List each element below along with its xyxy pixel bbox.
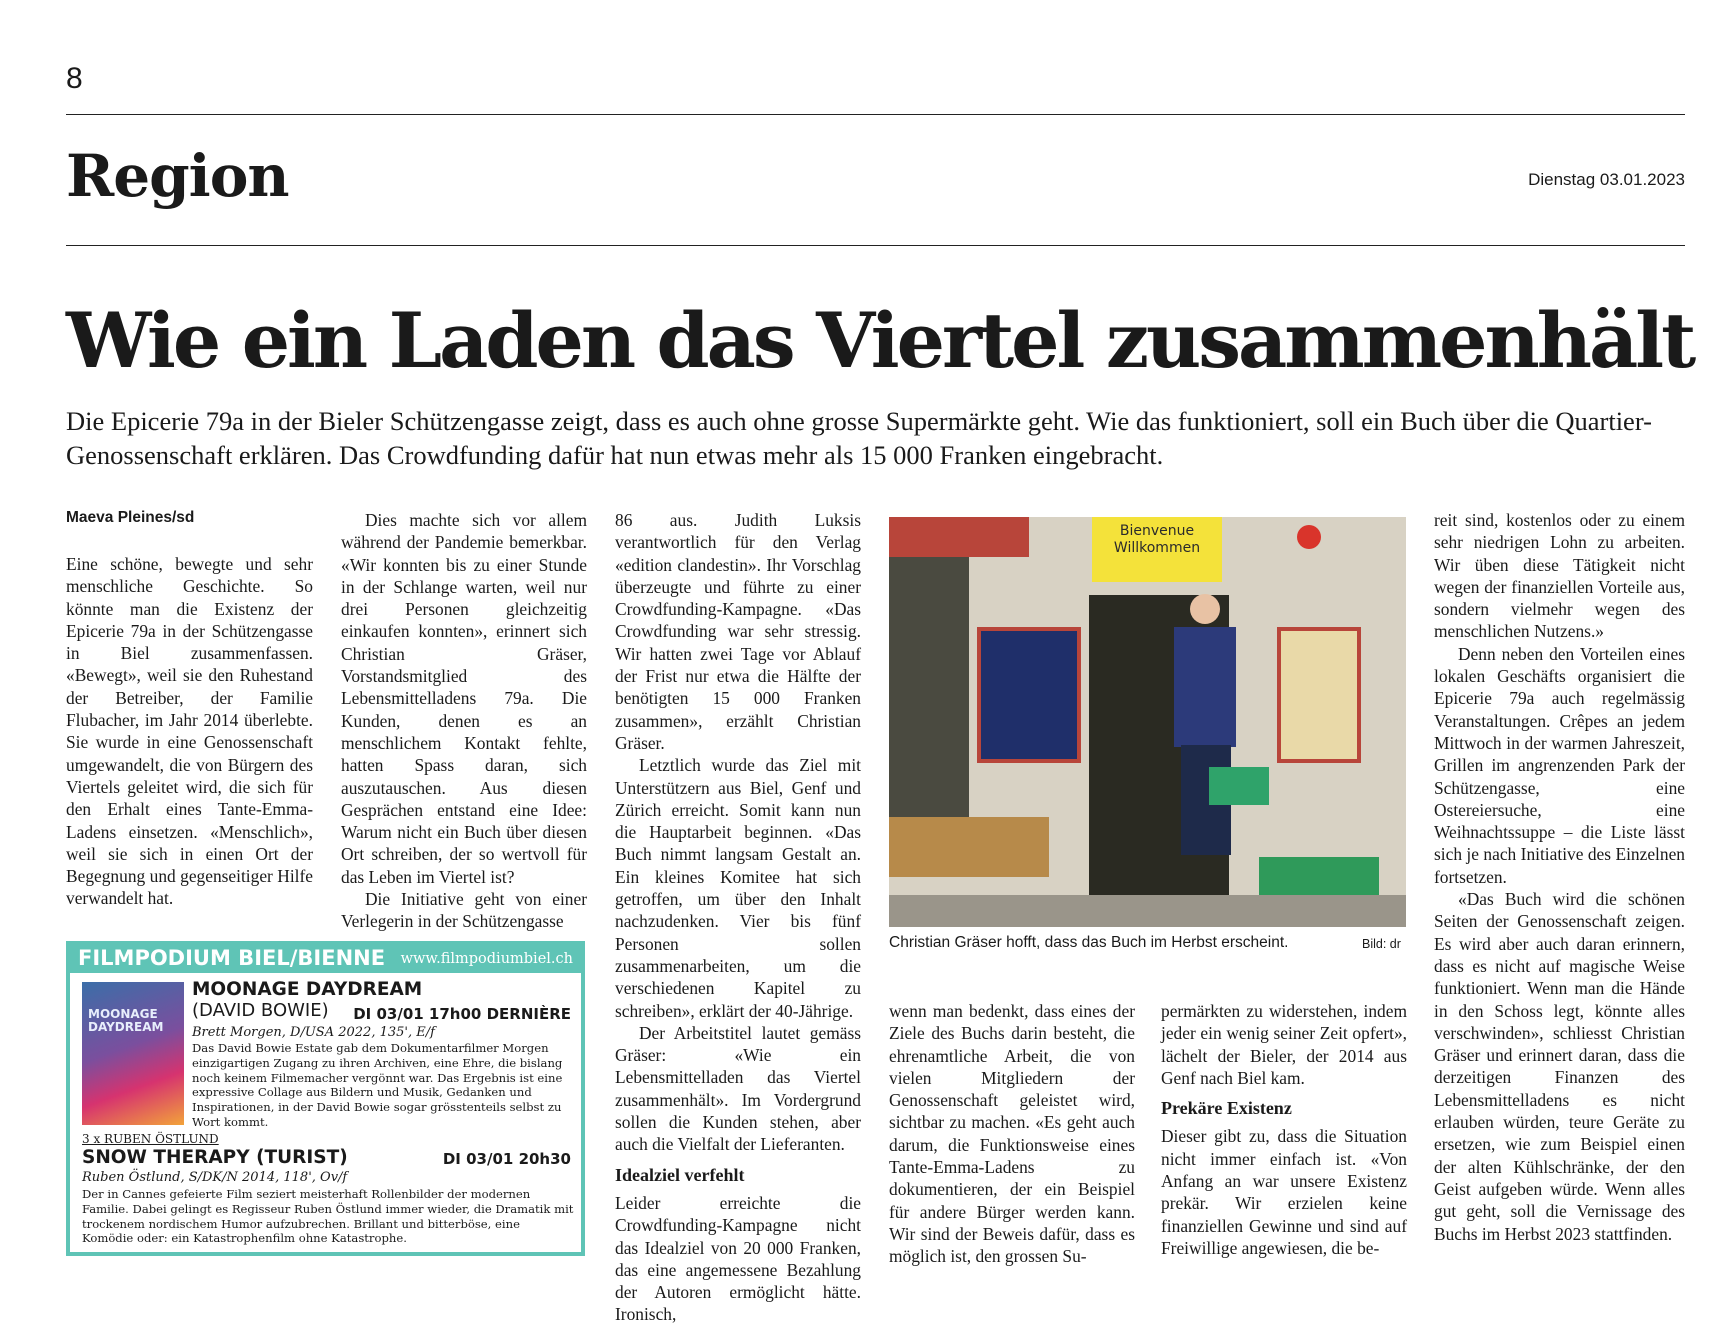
shop-sign: Bienvenue Willkommen <box>1113 523 1201 556</box>
author-byline: Maeva Pleines/sd <box>66 509 195 526</box>
article-column-6 <box>1434 509 1685 1245</box>
header-rule <box>66 114 1685 115</box>
paragraph: Letztlich wurde das Ziel mit Unterstützern aus Biel, Genf und Zürich erreicht. Somit kann nun die Hauptarbeit beginnen. «Das Buch nimmt langsam Gestalt an. Ein kleines Komitee hat sich getroffen, um über den Inhalt nachzudenken. Vier bis fünf Personen sollen zusammenarbeiten, um die verschiedenen Kapitel zu schreiben», erklärt der 40-Jährige. <box>615 755 861 1021</box>
film2-title: SNOW THERAPY (TURIST) <box>82 1147 348 1168</box>
film1-description: Das David Bowie Estate gab dem Dokumentarfilmer Morgen einzigartigen Zugang zu ihren Archiven, eine Ehre, die bislang noch keinem Filmemacher vergönnt war. Das Ergebnis ist eine expressive Collage aus Bildern und Musik, Gedanken und Inspirationen, in der David Bowie sogar grösstenteils selbst zu Wort kommt. <box>192 1041 563 1129</box>
poster-text: MOONAGE DAYDREAM <box>88 1007 164 1034</box>
paragraph: wenn man bedenkt, dass eines der Ziele des Buchs darin besteht, die ehrenamtliche Arbeit, die von vielen Mitgliedern der Genossenschaft geleistet wird, sichtbar zu machen. «Es geht auch darum, die Funktionsweise eines Tante-Emma-Ladens zu dokumentieren, der ein Beispiel für andere Bürger werden kann. Wir sind der Beweis dafür, dass es möglich ist, den grossen Su- <box>889 1001 1135 1267</box>
shop-photo <box>889 517 1406 927</box>
ad-url: www.filmpodiumbiel.ch <box>400 951 573 967</box>
film1-showtime: DI 03/01 17h00 DERNIÈRE <box>353 1005 571 1023</box>
subheading: Idealziel verfehlt <box>615 1164 745 1185</box>
headline: Wie ein Laden das Viertel zusammenhält <box>66 296 1694 385</box>
paragraph: permärkten zu widerstehen, indem jeder ein wenig seiner Zeit opfert», lächelt der Bieler, der 2014 aus Genf nach Biel kam. <box>1161 1001 1407 1088</box>
paragraph: Dieser gibt zu, dass die Situation nicht immer einfach ist. «Von Anfang an war unsere Existenz prekär. Wir erzielen keine finanziellen Gewinne und sind auf Freiwillige angewiesen, die be- <box>1161 1126 1407 1258</box>
shop-photo-illustration <box>889 517 1406 927</box>
film2-description: Der in Cannes gefeierte Film seziert meisterhaft Rollenbilder der modernen Familie. Dabei gelingt es Regisseur Ruben Östlund immer wieder, die Dramatik mit trockenem nordischem Humor aufzubrechen. Brillant und bitterböse, eine Komödie oder: ein Katastrophenfilm ohne Katastrophe. <box>82 1187 574 1246</box>
filmpodium-ad <box>66 941 585 1256</box>
paragraph: Dies machte sich vor allem während der Pandemie bemerkbar. «Wir konnten bis zu einer Stunde in der Schlange warten, weil nur drei Personen gleichzeitig einkaufen konnten», erinnert sich Christian Gräser, Vorstandsmitglied des Lebensmittelladens 79a. Die Kunden, denen es an menschlichem Kontakt fehlte, hatten Spass daran, sich auszutauschen. Aus diesen Gesprächen entstand eine Idee: Warum nicht ein Buch über diesen Ort schreiben, der so wertvoll für das Leben im Viertel ist? <box>341 510 587 887</box>
paragraph: 86 aus. Judith Luksis verantwortlich für den Verlag «edition clandestin». Ihr Vorschlag überzeugte und führte zu einer Crowdfunding-Kampagne. «Das Crowdfunding war sehr stressig. Wir hatten zwei Tage vor Ablauf der Frist nur etwa die Hälfte der benötigten 15 000 Franken zusammen», erzählt Christian Gräser. <box>615 510 861 753</box>
film1-subtitle: (DAVID BOWIE) <box>192 1000 329 1021</box>
article-column-5 <box>1161 1000 1407 1259</box>
paragraph: Denn neben den Vorteilen eines lokalen Geschäfts organisiert die Epicerie 79a auch regelmässig Veranstaltungen. Crêpes an jedem Mittwoch in der warmen Jahreszeit, Grillen im angrenzenden Park der Schützengasse, eine Ostereiersuche, eine Weihnachtssuppe – die Liste lässt sich je nach Initiative des Einzelnen fortsetzen. <box>1434 643 1685 887</box>
page-number: 8 <box>66 62 83 95</box>
ad-title: FILMPODIUM BIEL/BIENNE <box>78 946 386 970</box>
paragraph: Die Initiative geht von einer Verlegerin in der Schützengasse <box>341 889 587 932</box>
film2-meta: Ruben Östlund, S/DK/N 2014, 118', Ov/f <box>82 1170 348 1185</box>
photo-caption: Christian Gräser hofft, dass das Buch im Herbst erscheint. <box>889 934 1289 951</box>
photo-credit: Bild: dr <box>1362 937 1401 951</box>
section-rule <box>66 245 1685 246</box>
subheading: Prekäre Existenz <box>1161 1098 1292 1119</box>
film1-meta: Brett Morgen, D/USA 2022, 135', E/f <box>192 1025 435 1040</box>
paragraph: Eine schöne, bewegte und sehr menschliche Geschichte. So könnte man die Existenz der Epicerie 79a in der Schützengasse in Biel zusammenfassen. «Bewegt», weil sie den Ruhestand der Betreiber, der Familie Flubacher, im Jahr 2014 überlebte. Sie wurde in eine Genossenschaft umgewandelt, die von Bürgern des Viertels geleitet wird, die sich für den Erhalt eines Tante-Emma-Ladens einsetzen. «Menschlich», weil sie sich in einen Ort der Begegnung und gegenseitiger Hilfe verwandelt hat. <box>66 554 313 909</box>
ad-header <box>70 945 581 973</box>
film-poster <box>82 982 184 1125</box>
issue-date: Dienstag 03.01.2023 <box>1528 170 1685 189</box>
paragraph: reit sind, kostenlos oder zu einem sehr niedrigen Lohn zu arbeiten. Wir üben diese Tätigkeit nicht wegen der finanziellen Vorteile aus, sondern vielmehr wegen des menschlichen Nutzens.» <box>1434 510 1685 642</box>
film1-title: MOONAGE DAYDREAM <box>192 979 423 1000</box>
paragraph: Leider erreichte die Crowdfunding-Kampagne nicht das Idealziel von 20 000 Franken, das eine angemessene Bezahlung der Autoren ermöglicht hätte. Ironisch, <box>615 1192 861 1325</box>
paragraph: «Das Buch wird die schönen Seiten der Genossenschaft zeigen. Es wird aber auch daran erinnern, dass es nicht auf magische Weise funktioniert. Wenn man die Hände in den Schoss legt, könnte alles verschwinden», schliesst Christian Gräser und erinnert daran, dass die derzeitigen Finanzen des Lebensmittelladens es nicht erlauben würden, teure Geräte zu ersetzen, wie zum Beispiel einen der alten Kühlschränke, der den Geist aufgeben würde. Wenn alles gut geht, soll die Vernissage des Buchs im Herbst 2023 stattfinden. <box>1434 889 1685 1244</box>
section-title: Region <box>66 142 289 210</box>
lead-paragraph: Die Epicerie 79a in der Bieler Schützengasse zeigt, dass es auch ohne grosse Supermärkte geht. Wie das funktioniert, soll ein Buch über die Quartier-Genossenschaft erklären. Das Crowdfunding dafür hat nun etwas mehr als 15 000 Franken eingebracht. <box>66 406 1652 470</box>
article-column-3 <box>615 509 861 1326</box>
article-column-1 <box>66 553 313 910</box>
article-column-2 <box>341 509 587 933</box>
film2-showtime: DI 03/01 20h30 <box>442 1150 571 1168</box>
paragraph: Der Arbeitstitel lautet gemäss Gräser: «Wie ein Lebensmittelladen das Viertel zusammenhält». Im Vordergrund sollen die Kunden stehen, aber auch die Vielfalt der Lieferanten. <box>615 1022 861 1155</box>
series-label: 3 x RUBEN ÖSTLUND <box>82 1132 219 1146</box>
article-column-4 <box>889 1000 1135 1268</box>
